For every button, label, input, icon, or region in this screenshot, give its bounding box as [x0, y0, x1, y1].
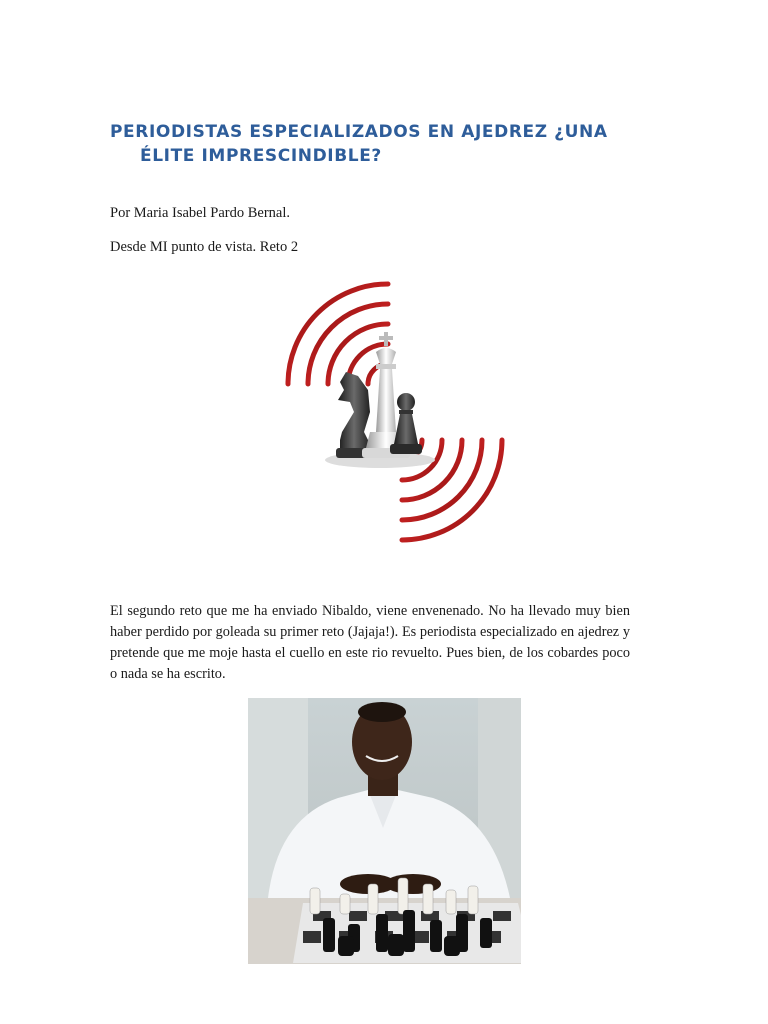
chess-waves-logo: [230, 272, 540, 562]
portrait-photo: [248, 698, 521, 964]
document-title: [110, 120, 670, 168]
subtitle: Desde MI punto de vista. Reto 2: [110, 239, 299, 255]
title-line-2: ÉLITE IMPRESCINDIBLE?: [140, 146, 382, 166]
title-line-1: PERIODISTAS ESPECIALIZADOS EN AJEDREZ ¿UNA: [110, 122, 608, 142]
body-paragraph: El segundo reto que me ha enviado Nibaldo, viene envenenado. No ha llevado muy bien haber perdido por goleada su primer reto (Jajaja!). Es periodista especializado en ajedrez y pretende que me moje hasta el cuello en este rio revuelto. Pues bien, de los cobardes poco o nada se ha escrito.: [110, 603, 630, 682]
byline: Por Maria Isabel Pardo Bernal.: [110, 205, 290, 221]
